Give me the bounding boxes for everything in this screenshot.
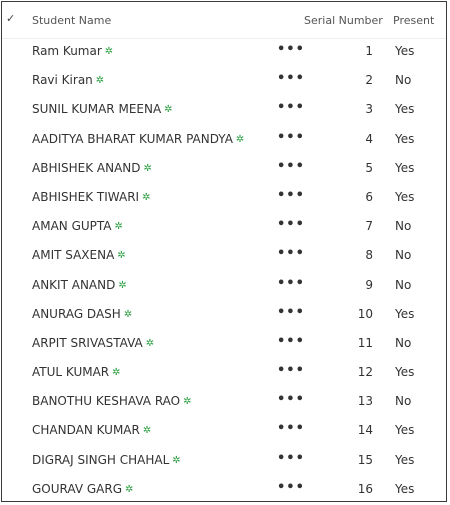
- present-cell: No: [395, 335, 412, 350]
- table-row[interactable]: [2, 242, 446, 271]
- table-row[interactable]: [2, 184, 446, 213]
- student-name-link[interactable]: [32, 453, 181, 467]
- student-name-text: Ram Kumar: [32, 44, 102, 58]
- new-item-icon: ✲: [142, 191, 151, 203]
- student-name-link[interactable]: [32, 190, 150, 204]
- student-name-link[interactable]: [32, 73, 104, 87]
- new-item-icon: ✲: [95, 75, 105, 87]
- new-item-icon: ✲: [125, 483, 134, 495]
- table-row[interactable]: [2, 155, 446, 184]
- present-cell: No: [395, 394, 412, 409]
- student-name-text: ABHISHEK TIWARI: [32, 189, 140, 204]
- present-cell: No: [395, 73, 412, 88]
- serial-number-cell: 11: [357, 335, 373, 350]
- table-row[interactable]: [2, 126, 446, 155]
- new-item-icon: ✲: [183, 396, 192, 408]
- select-all-check-icon[interactable]: ✓: [6, 12, 16, 25]
- more-options-icon[interactable]: •••: [277, 363, 305, 379]
- present-cell: Yes: [395, 365, 415, 380]
- serial-number-cell: 2: [365, 73, 373, 88]
- more-options-icon[interactable]: •••: [277, 333, 305, 349]
- serial-number-cell: 7: [365, 219, 373, 234]
- present-cell: No: [395, 277, 412, 292]
- serial-number-cell: 4: [365, 131, 373, 146]
- more-options-icon[interactable]: •••: [277, 304, 305, 320]
- serial-number-cell: 15: [357, 452, 373, 467]
- more-options-icon[interactable]: •••: [277, 246, 305, 262]
- table-row[interactable]: [2, 388, 446, 417]
- new-item-icon: ✲: [143, 162, 152, 174]
- table-row[interactable]: [2, 272, 446, 301]
- new-item-icon: ✲: [118, 279, 127, 291]
- student-name-link[interactable]: [32, 132, 244, 146]
- student-name-link[interactable]: [32, 307, 132, 321]
- more-options-icon[interactable]: •••: [277, 275, 305, 291]
- student-name-link[interactable]: [32, 482, 133, 496]
- more-options-icon[interactable]: •••: [277, 158, 305, 174]
- table-row[interactable]: [2, 67, 446, 96]
- new-item-icon: ✲: [142, 425, 152, 437]
- present-cell: Yes: [395, 160, 415, 175]
- serial-number-cell: 3: [365, 102, 373, 117]
- column-header-present[interactable]: Present: [393, 14, 435, 27]
- table-row[interactable]: [2, 96, 446, 125]
- present-cell: Yes: [395, 131, 415, 146]
- more-options-icon[interactable]: •••: [277, 421, 305, 437]
- serial-number-cell: 14: [357, 423, 373, 438]
- list-rows: [2, 38, 446, 502]
- more-options-icon[interactable]: •••: [277, 129, 305, 145]
- table-row[interactable]: [2, 359, 446, 388]
- student-name-link[interactable]: [32, 394, 192, 408]
- new-item-icon: ✲: [112, 367, 121, 379]
- student-name-text: BANOTHU KESHAVA RAO: [32, 394, 181, 409]
- more-options-icon[interactable]: •••: [277, 100, 305, 116]
- new-item-icon: ✲: [123, 308, 133, 320]
- new-item-icon: ✲: [117, 250, 126, 262]
- serial-number-cell: 9: [365, 277, 373, 292]
- student-name-link[interactable]: [32, 102, 173, 116]
- present-cell: Yes: [395, 44, 415, 58]
- column-header-row: [2, 2, 446, 39]
- present-cell: No: [395, 248, 412, 263]
- serial-number-cell: 5: [365, 160, 373, 175]
- serial-number-cell: 12: [357, 365, 373, 380]
- student-name-text: DIGRAJ SINGH CHAHAL: [32, 452, 170, 467]
- student-name-link[interactable]: [32, 365, 121, 379]
- present-cell: Yes: [395, 423, 415, 438]
- table-row[interactable]: [2, 213, 446, 242]
- student-name-text: ARPIT SRIVASTAVA: [32, 335, 143, 350]
- table-row[interactable]: [2, 417, 446, 446]
- student-name-text: AADITYA BHARAT KUMAR PANDYA: [32, 131, 233, 146]
- student-name-link[interactable]: [32, 278, 127, 292]
- serial-number-cell: 16: [357, 481, 373, 496]
- serial-number-cell: 13: [357, 394, 373, 409]
- student-name-text: AMIT SAXENA: [32, 248, 115, 263]
- new-item-icon: ✲: [104, 46, 114, 57]
- more-options-icon[interactable]: •••: [277, 42, 305, 57]
- student-name-link[interactable]: [32, 248, 126, 262]
- student-name-text: ATUL KUMAR: [32, 365, 110, 380]
- serial-number-cell: 1: [365, 44, 373, 58]
- column-header-student-name[interactable]: Student Name: [32, 14, 112, 27]
- present-cell: Yes: [395, 189, 415, 204]
- student-name-link[interactable]: [32, 423, 151, 437]
- student-name-link[interactable]: [32, 219, 123, 233]
- student-name-text: AMAN GUPTA: [32, 219, 112, 234]
- more-options-icon[interactable]: •••: [277, 71, 305, 87]
- serial-number-cell: 6: [365, 189, 373, 204]
- table-row[interactable]: [2, 447, 446, 476]
- table-row[interactable]: [2, 38, 446, 67]
- student-name-text: GOURAV GARG: [32, 481, 122, 496]
- new-item-icon: ✲: [145, 337, 155, 349]
- student-name-text: Ravi Kiran: [32, 73, 93, 88]
- list-view: [1, 1, 447, 502]
- student-name-link[interactable]: [32, 44, 113, 58]
- more-options-icon[interactable]: •••: [277, 217, 305, 233]
- column-header-serial-number[interactable]: Serial Number: [304, 14, 383, 27]
- table-row[interactable]: [2, 330, 446, 359]
- student-name-text: ABHISHEK ANAND: [32, 160, 141, 175]
- more-options-icon[interactable]: •••: [277, 450, 305, 466]
- present-cell: Yes: [395, 306, 415, 321]
- serial-number-cell: 10: [357, 306, 373, 321]
- student-name-text: SUNIL KUMAR MEENA: [32, 102, 162, 117]
- new-item-icon: ✲: [235, 133, 245, 145]
- student-name-link[interactable]: [32, 336, 154, 350]
- more-options-icon[interactable]: •••: [277, 479, 305, 495]
- new-item-icon: ✲: [114, 221, 123, 233]
- new-item-icon: ✲: [164, 104, 173, 116]
- new-item-icon: ✲: [172, 454, 181, 466]
- present-cell: No: [395, 219, 412, 234]
- present-cell: Yes: [395, 102, 415, 117]
- serial-number-cell: 8: [365, 248, 373, 263]
- student-name-link[interactable]: [32, 161, 152, 175]
- more-options-icon[interactable]: •••: [277, 187, 305, 203]
- student-name-text: CHANDAN KUMAR: [32, 423, 140, 438]
- present-cell: Yes: [395, 481, 415, 496]
- table-row[interactable]: [2, 476, 446, 502]
- student-name-text: ANURAG DASH: [32, 306, 121, 321]
- table-row[interactable]: [2, 301, 446, 330]
- present-cell: Yes: [395, 452, 415, 467]
- more-options-icon[interactable]: •••: [277, 392, 305, 408]
- student-name-text: ANKIT ANAND: [32, 277, 116, 292]
